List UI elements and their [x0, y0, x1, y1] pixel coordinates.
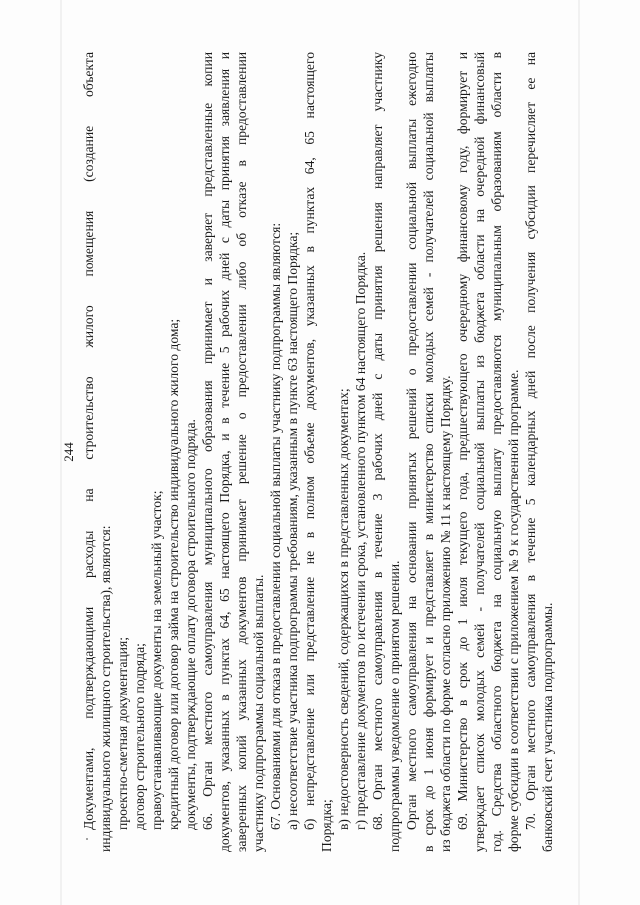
text-line: документов, указанных в пунктах 64, 65 настоящего Порядка, и в течение 5 рабочих дней с даты принятия заявления и	[217, 52, 232, 852]
text-line: 67. Основаниями для отказа в предоставлении социальной выплаты участнику подпрограммы являются:	[268, 222, 283, 830]
rotated-document-content	[60, 52, 580, 852]
text-line: индивидуального жилищного строительства), являются:	[98, 525, 113, 852]
text-line: договор строительного подряда;	[132, 643, 147, 830]
text-line: кредитный договор или договор займа на строительство индивидуального жилого дома;	[166, 318, 181, 830]
text-line: в) недостоверность сведений, содержащихся в представленных документах;	[336, 388, 351, 830]
text-line: г) представление документов по истечении срока, установленного пунктом 64 настоящего Порядка.	[353, 251, 368, 830]
text-line: Документами, подтверждающими расходы на строительство жилого помещения (создание объекта	[81, 52, 96, 830]
text-line: 69. Министерство в срок до 1 июля текущего года, предшествующего очередному финансовому году, формирует и	[455, 52, 470, 830]
document-body	[80, 52, 556, 852]
text-line: в срок до 1 июня формирует и представляет в министерство списки молодых семей - получателей социальной выплаты	[421, 52, 436, 852]
text-line: проектно-сметная документация;	[115, 637, 130, 830]
text-line: заверенных копий указанных документов принимает решение о предоставлении либо об отказе в предоставлении	[234, 52, 249, 852]
text-line: участнику подпрограммы социальной выплаты.	[251, 574, 266, 852]
text-line: 70. Орган местного самоуправления в течение 5 календарных дней после получения субсидии перечисляет ее на	[523, 52, 538, 830]
text-line: Орган местного самоуправления на основании принятых решений о предоставлении социальной выплаты ежегодно	[404, 52, 419, 830]
text-line: форме субсидии в соответствии с приложением № 9 к государственной программе.	[506, 369, 521, 852]
page-number: 244	[61, 442, 76, 462]
text-line: утверждает список молодых семей - получателей социальной выплаты из бюджета области на очередной финансовый	[472, 52, 487, 852]
text-line: 66. Орган местного самоуправления муниципального образования принимает и заверяет представленные копии	[200, 52, 215, 830]
text-line: год. Средства областного бюджета на социальную выплату предоставляются муниципальным образованиям области в	[489, 52, 504, 852]
text-line: банковский счет участника подпрограммы.	[540, 602, 555, 852]
text-line: документы, подтверждающие оплату договора строительного подряда.	[183, 419, 198, 830]
text-line: а) несоответствие участника подпрограммы требованиям, указанным в пункте 63 настоящего Порядка;	[285, 231, 300, 830]
text-line: 68. Орган местного самоуправления в течение 3 рабочих дней с даты принятия решения направляет участнику	[370, 52, 385, 830]
text-line: б) непредставление или представление не в полном объеме документов, указанных в пунктах 64, 65 настоящего	[302, 52, 317, 830]
text-line: из бюджета области по форме согласно приложению № 11 к настоящему Порядку.	[438, 375, 453, 852]
text-line: Порядка;	[319, 799, 334, 852]
text-line: правоустанавливающие документы на земельный участок;	[149, 490, 164, 830]
text-line: подпрограммы уведомление о принятом решении.	[387, 560, 402, 852]
